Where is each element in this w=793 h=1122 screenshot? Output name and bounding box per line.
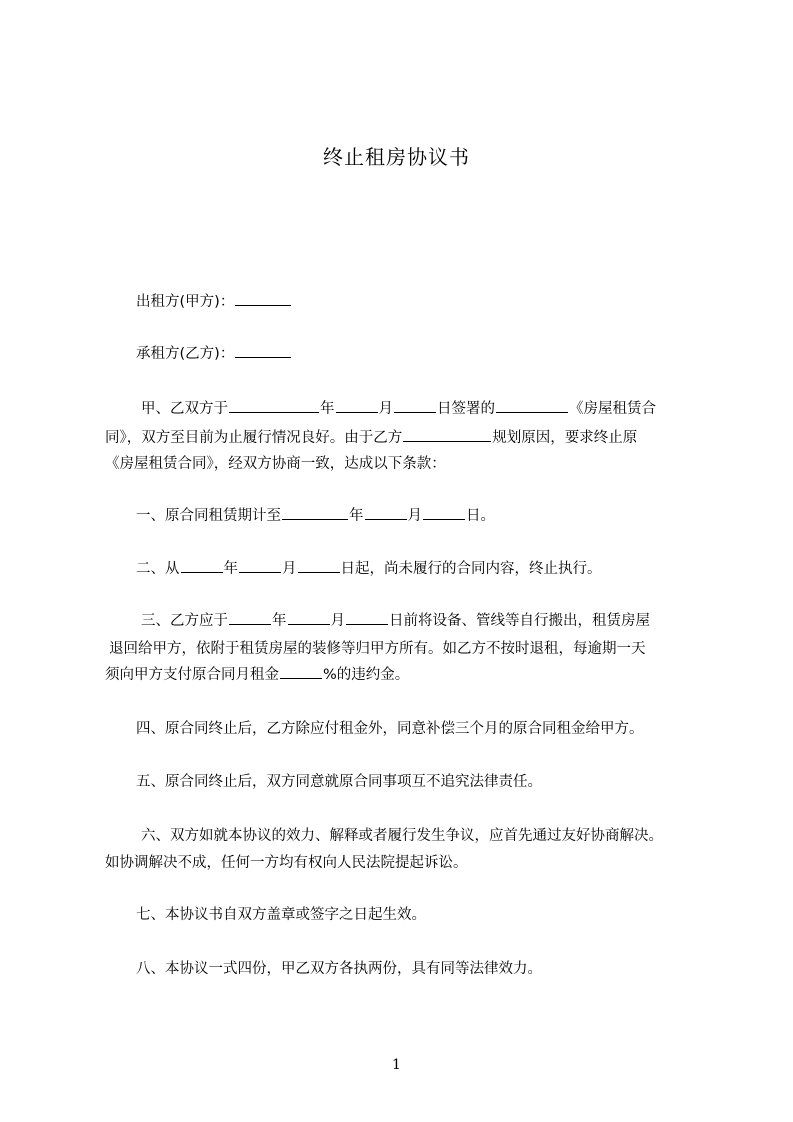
clause-text: 日起，尚未履行的合同内容，终止执行。 — [340, 561, 602, 577]
term-day-blank — [423, 505, 465, 520]
lessor-line — [136, 291, 292, 313]
clause-year: 年 — [223, 561, 238, 577]
intro-year: 年 — [320, 401, 335, 417]
clause-6-line-1 — [141, 825, 663, 847]
clause-3-line-2 — [109, 638, 646, 660]
clause-month: 月 — [407, 508, 422, 524]
intro-line-1 — [141, 398, 656, 420]
clause-7 — [136, 904, 426, 926]
intro-text: 规划原因，要求终止原 — [492, 430, 638, 446]
sign-day-blank — [394, 398, 436, 413]
clause-4 — [136, 718, 644, 740]
clause-year: 年 — [349, 508, 364, 524]
clause-text: 一、原合同租赁期计至 — [136, 508, 281, 524]
stop-month-blank — [239, 558, 281, 573]
term-year-blank — [282, 505, 348, 520]
clause-text: 六、双方如就本协议的效力、解释或者履行发生争议，应首先通过友好协商解决。 — [141, 828, 663, 844]
intro-contract-name: 《房屋租赁合 — [569, 401, 656, 417]
lessee-blank — [235, 343, 291, 358]
lessee-label: 承租方(乙方)： — [136, 346, 235, 362]
intro-line-3 — [105, 453, 446, 475]
clause-text: 七、本协议书自双方盖章或签字之日起生效。 — [136, 907, 426, 923]
clause-2 — [136, 558, 602, 580]
clause-text: 五、原合同终止后，双方同意就原合同事项互不追究法律责任。 — [136, 774, 542, 790]
stop-day-blank — [298, 558, 340, 573]
clause-text: 四、原合同终止后，乙方除应付租金外，同意补偿三个月的原合同租金给甲方。 — [136, 721, 644, 737]
clause-text: 八、本协议一式四份，甲乙双方各执两份，具有同等法律效力。 — [136, 961, 542, 977]
page-number: 1 — [392, 1057, 401, 1073]
clause-year: 年 — [272, 613, 287, 629]
clause-text: %的违约金。 — [323, 667, 410, 683]
penalty-percent-blank — [280, 664, 322, 679]
clause-month: 月 — [330, 613, 345, 629]
move-year-blank — [229, 610, 271, 625]
clause-3-line-1 — [141, 610, 650, 632]
clause-8 — [136, 958, 542, 980]
reason-blank — [403, 427, 491, 442]
intro-signed: 日签署的 — [437, 401, 495, 417]
clause-month: 月 — [282, 561, 297, 577]
sign-year-blank — [229, 398, 319, 413]
term-month-blank — [365, 505, 407, 520]
move-day-blank — [346, 610, 388, 625]
clause-text: 如协调解决不成，任何一方均有权向人民法院提起诉讼。 — [105, 855, 468, 871]
clause-text: 须向甲方支付原合同月租金 — [105, 667, 279, 683]
lessor-label: 出租方(甲方)： — [136, 294, 235, 310]
intro-text: 同》，双方至目前为止履行情况良好。由于乙方 — [105, 430, 403, 446]
sign-month-blank — [336, 398, 378, 413]
lessor-blank — [235, 291, 291, 306]
intro-text: 《房屋租赁合同》，经双方协商一致，达成以下条款： — [105, 456, 446, 472]
clause-day: 日。 — [466, 508, 495, 524]
move-month-blank — [288, 610, 330, 625]
clause-text: 日前将设备、管线等自行搬出，租赁房屋 — [389, 613, 650, 629]
intro-month: 月 — [378, 401, 393, 417]
lessee-line — [136, 343, 292, 365]
clause-text: 二、从 — [136, 561, 180, 577]
contract-blank — [496, 398, 568, 413]
clause-1 — [136, 505, 495, 527]
stop-year-blank — [181, 558, 223, 573]
clause-5 — [136, 771, 542, 793]
intro-line-2 — [105, 427, 637, 449]
document-title: 终止租房协议书 — [323, 145, 470, 169]
clause-text: 三、乙方应于 — [141, 613, 228, 629]
clause-6-line-2 — [105, 852, 468, 874]
clause-3-line-3 — [105, 664, 409, 686]
clause-text: 退回给甲方，依附于租赁房屋的装修等归甲方所有。如乙方不按时退租，每逾期一天 — [109, 641, 646, 657]
intro-text: 甲、乙双方于 — [141, 401, 228, 417]
